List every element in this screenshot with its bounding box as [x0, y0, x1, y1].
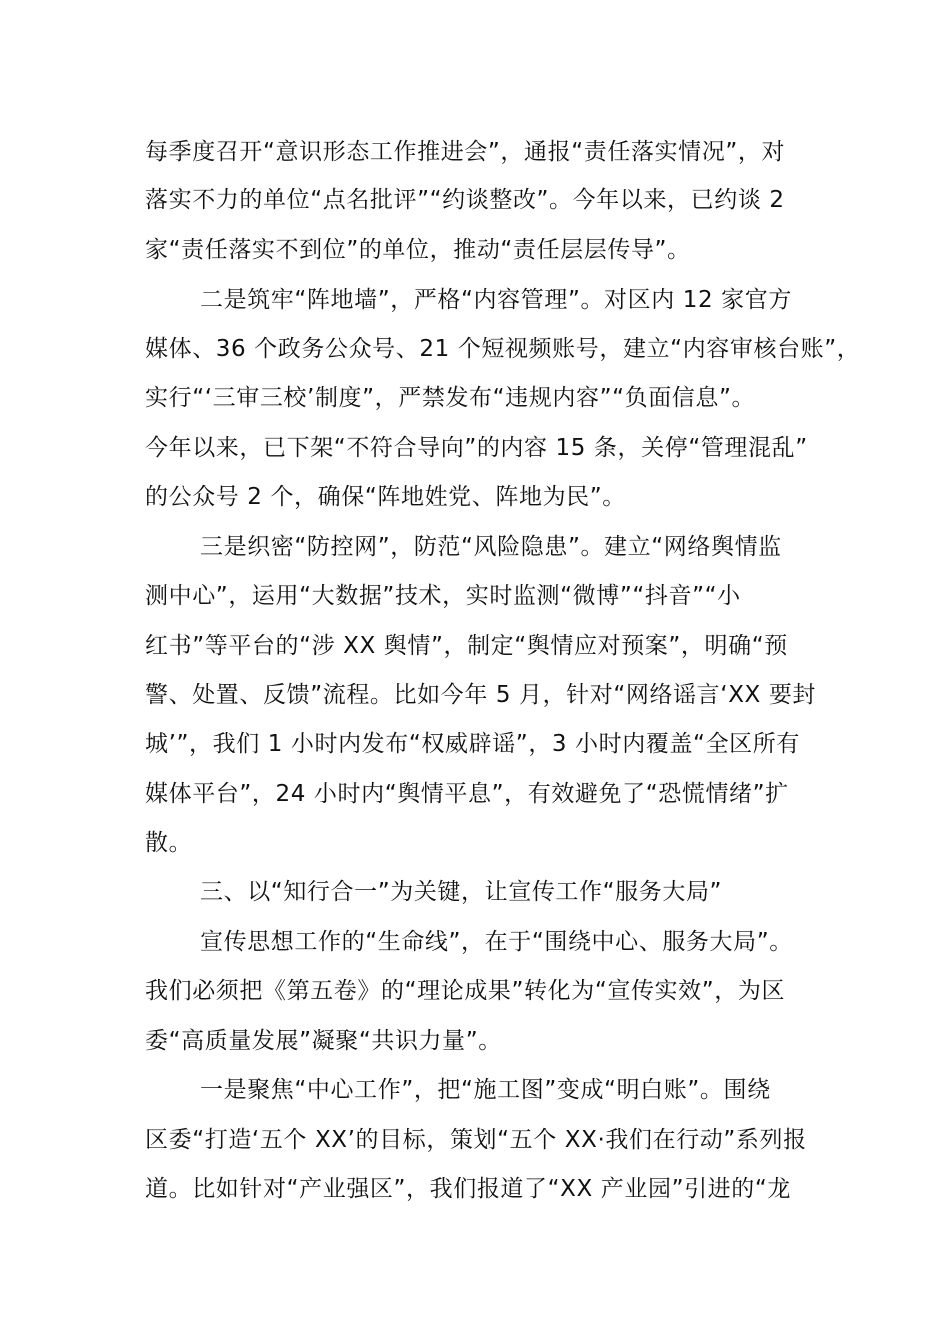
text-line: 城’”，我们 1 小时内发布“权威辟谣”，3 小时内覆盖“全区所有 [145, 731, 800, 757]
text-line: 今年以来，已下架“不符合导向”的内容 15 条，关停“管理混乱” [145, 435, 808, 461]
paragraph-start-line: 一是聚焦“中心工作”，把“施工图”变成“明白账”。围绕 [200, 1077, 771, 1103]
text-line: 的公众号 2 个，确保“阵地姓党、阵地为民”。 [145, 484, 626, 510]
text-line: 每季度召开“意识形态工作推进会”，通报“责任落实情况”，对 [145, 139, 786, 165]
text-line: 我们必须把《第五卷》的“理论成果”转化为“宣传实效”，为区 [145, 978, 786, 1004]
section-heading: 三、以“知行合一”为关键，让宣传工作“服务大局” [200, 879, 723, 905]
text-line: 区委“打造‘五个 XX’的目标，策划“五个 XX·我们在行动”系列报 [145, 1127, 807, 1153]
text-line: 红书”等平台的“涉 XX 舆情”，制定“舆情应对预案”，明确“预 [145, 633, 788, 659]
text-line: 媒体平台”，24 小时内“舆情平息”，有效避免了“恐慌情绪”扩 [145, 781, 789, 807]
text-line: 实行“‘三审三校’制度”，严禁发布“违规内容”“负面信息”。 [145, 385, 756, 411]
text-line: 散。 [145, 830, 193, 856]
paragraph-start-line: 三是织密“防控网”，防范“风险隐患”。建立“网络舆情监 [200, 534, 782, 560]
text-line: 委“高质量发展”凝聚“共识力量”。 [145, 1028, 502, 1054]
paragraph-start-line: 宣传思想工作的“生命线”，在于“围绕中心、服务大局”。 [200, 929, 793, 955]
text-line: 警、处置、反馈”流程。比如今年 5 月，针对“网络谣言‘XX 要封 [145, 682, 817, 708]
text-line: 道。比如针对“产业强区”，我们报道了“XX 产业园”引进的“龙 [145, 1176, 792, 1202]
text-line: 落实不力的单位“点名批评”“约谈整改”。今年以来，已约谈 2 [145, 187, 785, 213]
text-line: 家“责任落实不到位”的单位，推动“责任层层传导”。 [145, 237, 691, 263]
text-line: 媒体、36 个政务公众号、21 个短视频账号，建立“内容审核台账”， [145, 336, 861, 362]
text-line: 测中心”，运用“大数据”技术，实时监测“微博”“抖音”“小 [145, 583, 741, 609]
paragraph-start-line: 二是筑牢“阵地墙”，严格“内容管理”。对区内 12 家官方 [200, 287, 792, 313]
